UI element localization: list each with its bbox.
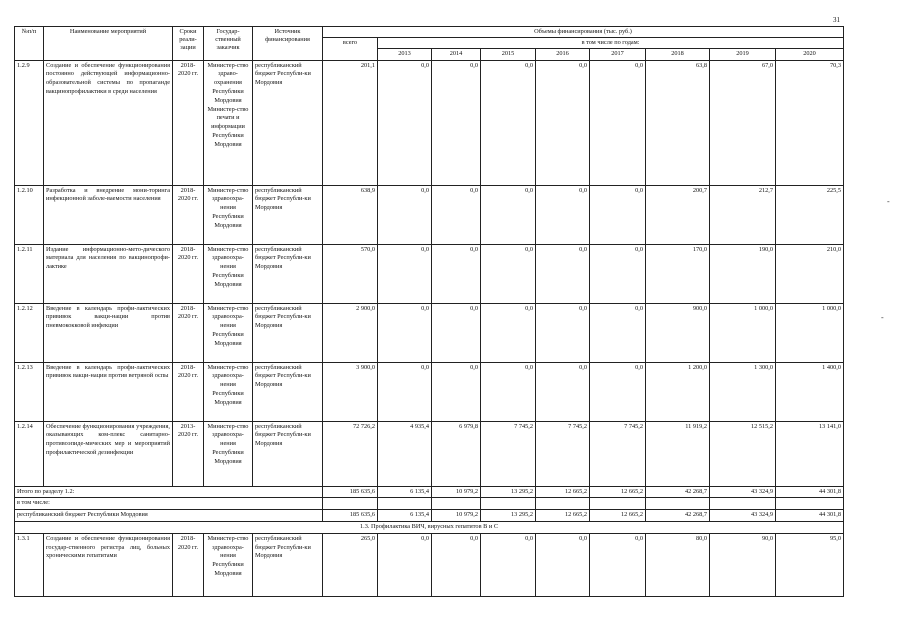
row-year-value: 63,8 xyxy=(646,60,710,185)
row-num: 1.3.1 xyxy=(15,533,44,596)
margin-mark: - xyxy=(881,313,884,322)
header-customer: Государ-ственный заказчик xyxy=(204,27,253,61)
row-year-value: 1 000,0 xyxy=(776,303,844,362)
row-year-value: 0,0 xyxy=(536,303,590,362)
header-row xyxy=(15,27,844,38)
header-year: 2019 xyxy=(710,49,776,60)
table-row xyxy=(15,421,844,486)
row-deadline: 2018-2020 гг. xyxy=(173,244,204,303)
row-year-value: 0,0 xyxy=(432,303,481,362)
budget-year-value: 6 135,4 xyxy=(378,510,432,522)
header-incl-years: в том числе по годам: xyxy=(378,38,844,49)
row-year-value: 210,0 xyxy=(776,244,844,303)
row-year-value: 7 745,2 xyxy=(536,421,590,486)
header-num: №п/п xyxy=(15,27,44,61)
row-year-value: 7 745,2 xyxy=(481,421,536,486)
row-year-value: 0,0 xyxy=(481,244,536,303)
row-name: Издание информационно-мето-дического материала для населения по вакцинопрофи-лактике xyxy=(44,244,173,303)
row-year-value: 0,0 xyxy=(536,185,590,244)
row-year-value: 1 400,0 xyxy=(776,362,844,421)
row-year-value: 0,0 xyxy=(432,244,481,303)
row-year-value: 1 200,0 xyxy=(646,362,710,421)
row-name: Введение в календарь профи-лактических прививок вакци-нации против пневмококковой инфекции xyxy=(44,303,173,362)
header-year: 2018 xyxy=(646,49,710,60)
row-year-value: 0,0 xyxy=(432,60,481,185)
row-name: Обеспечение функционирования учреждения, оказывающих ком-плекс санитарно-противоэпиде-мических мер и мероприятий профилактической дезинфекции xyxy=(44,421,173,486)
including-label: в том числе: xyxy=(15,498,323,510)
row-year-value: 0,0 xyxy=(481,362,536,421)
totals-row xyxy=(15,486,844,498)
row-total: 2 900,0 xyxy=(323,303,378,362)
row-year-value: 0,0 xyxy=(536,244,590,303)
row-year-value: 80,0 xyxy=(646,533,710,596)
table-row xyxy=(15,244,844,303)
row-year-value: 212,7 xyxy=(710,185,776,244)
row-year-value: 0,0 xyxy=(432,362,481,421)
row-source: республиканский бюджет Республи-ки Мордовия xyxy=(253,244,323,303)
row-year-value: 1 300,0 xyxy=(710,362,776,421)
totals-year-value: 42 268,7 xyxy=(646,486,710,498)
row-year-value: 170,0 xyxy=(646,244,710,303)
header-year: 2013 xyxy=(378,49,432,60)
row-total: 570,0 xyxy=(323,244,378,303)
table-row xyxy=(15,303,844,362)
table-row xyxy=(15,362,844,421)
row-year-value: 0,0 xyxy=(481,533,536,596)
totals-total: 185 635,6 xyxy=(323,486,378,498)
row-year-value: 90,0 xyxy=(710,533,776,596)
row-year-value: 0,0 xyxy=(590,362,646,421)
row-deadline: 2018-2020 гг. xyxy=(173,303,204,362)
row-year-value: 12 515,2 xyxy=(710,421,776,486)
row-year-value: 0,0 xyxy=(590,533,646,596)
row-source: республиканский бюджет Республи-ки Мордовия xyxy=(253,60,323,185)
row-total: 201,1 xyxy=(323,60,378,185)
budget-year-value: 12 665,2 xyxy=(590,510,646,522)
row-year-value: 0,0 xyxy=(536,60,590,185)
row-num: 1.2.13 xyxy=(15,362,44,421)
header-source: Источник финансирования xyxy=(253,27,323,61)
row-customer: Министер-ство здравоохра-нения Республики Мордовия xyxy=(204,421,253,486)
row-year-value: 190,0 xyxy=(710,244,776,303)
row-deadline: 2018-2020 гг. xyxy=(173,533,204,596)
row-source: республиканский бюджет Республи-ки Мордовия xyxy=(253,533,323,596)
row-num: 1.2.9 xyxy=(15,60,44,185)
row-year-value: 0,0 xyxy=(378,362,432,421)
row-year-value: 0,0 xyxy=(378,303,432,362)
totals-year-value: 43 324,9 xyxy=(710,486,776,498)
header-total: всего xyxy=(323,38,378,60)
row-year-value: 11 919,2 xyxy=(646,421,710,486)
budget-year-value: 10 979,2 xyxy=(432,510,481,522)
row-year-value: 0,0 xyxy=(432,533,481,596)
budget-year-value: 12 665,2 xyxy=(536,510,590,522)
row-year-value: 900,0 xyxy=(646,303,710,362)
row-name: Введение в календарь профи-лактических прививок вакци-нации против ветряной оспы xyxy=(44,362,173,421)
row-year-value: 0,0 xyxy=(378,185,432,244)
budget-label: республиканский бюджет Республики Мордовия xyxy=(15,510,323,522)
row-source: республиканский бюджет Республи-ки Мордовия xyxy=(253,303,323,362)
row-year-value: 0,0 xyxy=(432,185,481,244)
row-year-value: 0,0 xyxy=(481,60,536,185)
totals-year-value: 13 295,2 xyxy=(481,486,536,498)
totals-year-value: 44 301,8 xyxy=(776,486,844,498)
header-year: 2015 xyxy=(481,49,536,60)
row-year-value: 0,0 xyxy=(378,244,432,303)
row-year-value: 67,0 xyxy=(710,60,776,185)
row-customer: Министер-ство здравоохра-нения Республики Мордовия xyxy=(204,533,253,596)
page-number: 31 xyxy=(833,16,840,24)
row-customer: Министер-ство здравоохра-нения Республики Мордовия xyxy=(204,303,253,362)
row-year-value: 70,3 xyxy=(776,60,844,185)
row-year-value: 0,0 xyxy=(481,185,536,244)
row-deadline: 2013-2020 гг. xyxy=(173,421,204,486)
row-year-value: 0,0 xyxy=(481,303,536,362)
totals-year-value: 6 135,4 xyxy=(378,486,432,498)
budget-year-value: 13 295,2 xyxy=(481,510,536,522)
financing-table xyxy=(14,26,844,597)
header-name: Наименование мероприятий xyxy=(44,27,173,61)
header-deadline: Сроки реали-зации xyxy=(173,27,204,61)
table-row xyxy=(15,533,844,596)
budget-year-value: 44 301,8 xyxy=(776,510,844,522)
totals-label: Итого по разделу 1.2: xyxy=(15,486,323,498)
row-total: 638,9 xyxy=(323,185,378,244)
budget-year-value: 42 268,7 xyxy=(646,510,710,522)
budget-row xyxy=(15,510,844,522)
row-customer: Министер-ство здравоохра-нения Республики Мордовия xyxy=(204,244,253,303)
row-year-value: 0,0 xyxy=(590,303,646,362)
budget-year-value: 43 324,9 xyxy=(710,510,776,522)
header-year: 2016 xyxy=(536,49,590,60)
row-source: республиканский бюджет Республи-ки Мордовия xyxy=(253,185,323,244)
table-row xyxy=(15,60,844,185)
row-year-value: 225,5 xyxy=(776,185,844,244)
totals-year-value: 12 665,2 xyxy=(536,486,590,498)
row-deadline: 2018-2020 гг. xyxy=(173,362,204,421)
section-title: 1.3. Профилактика ВИЧ, вирусных гепатитов В и С xyxy=(15,521,844,533)
row-year-value: 200,7 xyxy=(646,185,710,244)
row-year-value: 6 979,8 xyxy=(432,421,481,486)
row-total: 3 900,0 xyxy=(323,362,378,421)
row-year-value: 0,0 xyxy=(378,60,432,185)
row-deadline: 2018-2020 гг. xyxy=(173,60,204,185)
header-year: 2020 xyxy=(776,49,844,60)
row-name: Создание и обеспечение функционирования государ-ственного регистра лиц, больных хроническими гепатитами xyxy=(44,533,173,596)
row-num: 1.2.10 xyxy=(15,185,44,244)
section-row xyxy=(15,521,844,533)
row-customer: Министер-ство здраво-охранения Республики Мордовия Министер-ство печати и информации Республики Мордовия xyxy=(204,60,253,185)
totals-year-value: 10 979,2 xyxy=(432,486,481,498)
budget-total: 185 635,6 xyxy=(323,510,378,522)
header-volumes: Объемы финансирования (тыс. руб.) xyxy=(323,27,844,38)
row-name: Разработка и внедрение мони-торинга инфекционной заболе-ваемости населения xyxy=(44,185,173,244)
row-source: республиканский бюджет Республи-ки Мордовия xyxy=(253,362,323,421)
row-total: 72 726,2 xyxy=(323,421,378,486)
row-total: 265,0 xyxy=(323,533,378,596)
margin-mark: - xyxy=(887,197,890,206)
table-row xyxy=(15,185,844,244)
totals-year-value: 12 665,2 xyxy=(590,486,646,498)
row-num: 1.2.14 xyxy=(15,421,44,486)
including-row xyxy=(15,498,844,510)
row-year-value: 0,0 xyxy=(378,533,432,596)
row-name: Создание и обеспечение функционирования постоянно действующей информационно-образовательной системы по пропаганде вакцинопрофилактики в среди населения xyxy=(44,60,173,185)
row-year-value: 0,0 xyxy=(590,185,646,244)
header-year: 2014 xyxy=(432,49,481,60)
row-year-value: 0,0 xyxy=(536,362,590,421)
row-deadline: 2018-2020 гг. xyxy=(173,185,204,244)
row-num: 1.2.11 xyxy=(15,244,44,303)
row-year-value: 95,0 xyxy=(776,533,844,596)
row-year-value: 4 935,4 xyxy=(378,421,432,486)
row-year-value: 0,0 xyxy=(590,60,646,185)
row-year-value: 13 141,0 xyxy=(776,421,844,486)
row-year-value: 1 000,0 xyxy=(710,303,776,362)
row-year-value: 7 745,2 xyxy=(590,421,646,486)
row-year-value: 0,0 xyxy=(536,533,590,596)
row-year-value: 0,0 xyxy=(590,244,646,303)
row-source: республиканский бюджет Республи-ки Мордовия xyxy=(253,421,323,486)
row-customer: Министер-ство здравоохра-нения Республики Мордовия xyxy=(204,185,253,244)
row-num: 1.2.12 xyxy=(15,303,44,362)
row-customer: Министер-ство здравоохра-нения Республики Мордовия xyxy=(204,362,253,421)
header-year: 2017 xyxy=(590,49,646,60)
